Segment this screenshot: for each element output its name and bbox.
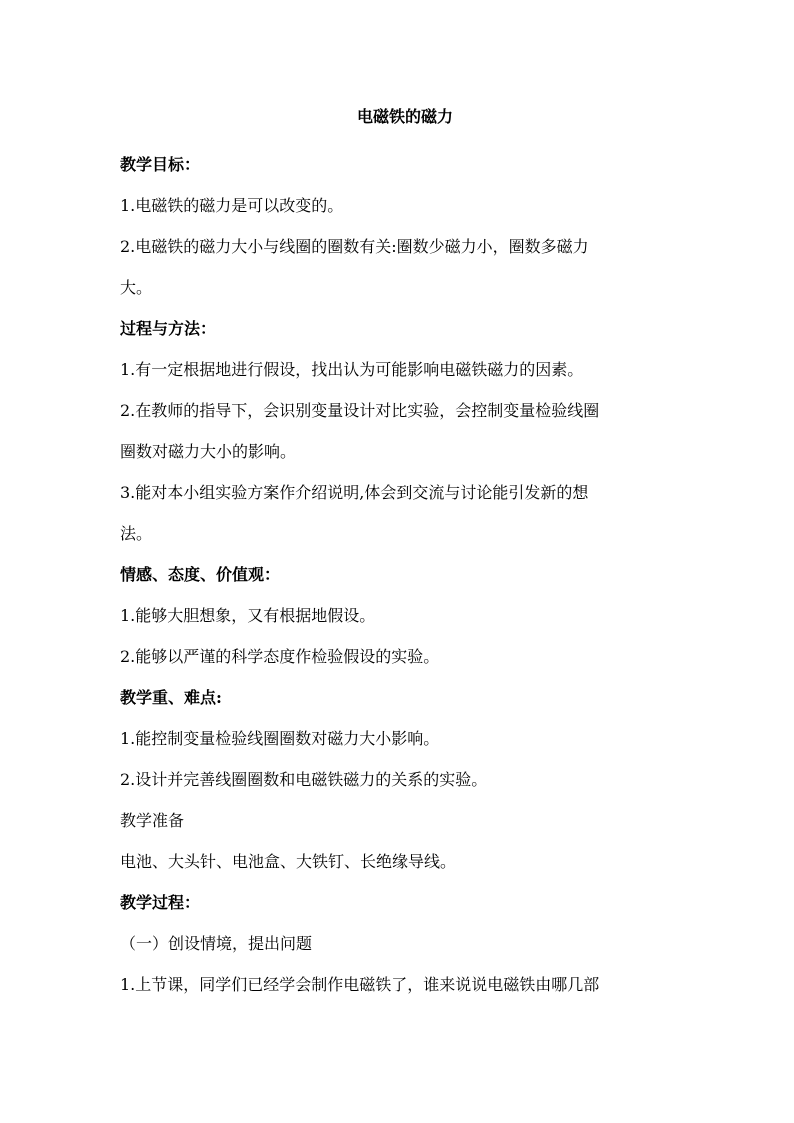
paragraph-line: 2.电磁铁的磁力大小与线圈的圈数有关:圈数少磁力小，圈数多磁力	[120, 237, 589, 256]
paragraph-line: 电池、大头针、电池盒、大铁钉、长绝缘导线。	[120, 852, 457, 871]
paragraph-line: 1.电磁铁的磁力是可以改变的。	[120, 196, 344, 215]
heading-key-difficult-points: 教学重、难点:	[120, 688, 222, 707]
document-page	[120, 100, 690, 1005]
heading-teaching-process: 教学过程：	[120, 893, 201, 912]
heading-teaching-goals: 教学目标：	[120, 155, 201, 174]
paragraph-line: 大。	[120, 278, 153, 297]
paragraph-line: （一）创设情境，提出问题	[120, 934, 313, 953]
paragraph-line: 1.能够大胆想象，又有根据地假设。	[120, 606, 376, 625]
heading-emotion-attitude-values: 情感、态度、价值观：	[120, 565, 281, 584]
document-title: 电磁铁的磁力	[356, 107, 453, 126]
paragraph-line: 圈数对磁力大小的影响。	[120, 442, 297, 461]
paragraph-line: 2.能够以严谨的科学态度作检验假设的实验。	[120, 647, 440, 666]
document-body	[120, 144, 690, 1005]
paragraph-line: 2.在教师的指导下，会识别变量设计对比实验，会控制变量检验线圈	[120, 401, 600, 420]
paragraph-line: 法。	[120, 524, 153, 543]
paragraph-line: 3.能对本小组实验方案作介绍说明,体会到交流与讨论能引发新的想	[120, 483, 589, 502]
paragraph-line: 1.有一定根据地进行假设，找出认为可能影响电磁铁磁力的因素。	[120, 360, 584, 379]
paragraph-line: 1.上节课，同学们已经学会制作电磁铁了，谁来说说电磁铁由哪几部	[120, 975, 600, 994]
heading-process-methods: 过程与方法：	[120, 319, 217, 338]
section-label-teaching-preparation: 教学准备	[120, 811, 185, 830]
paragraph-line: 2.设计并完善线圈圈数和电磁铁磁力的关系的实验。	[120, 770, 488, 789]
paragraph-line: 1.能控制变量检验线圈圈数对磁力大小影响。	[120, 729, 440, 748]
